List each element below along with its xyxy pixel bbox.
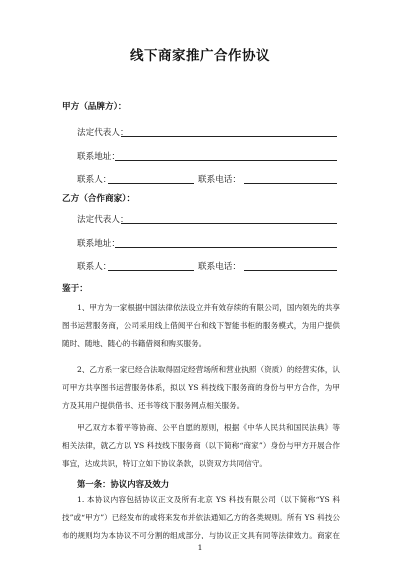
party-b-address-blank[interactable] bbox=[115, 237, 337, 248]
party-b-contact-label: 联系人： bbox=[77, 262, 112, 272]
party-a-phone-blank[interactable] bbox=[244, 173, 337, 184]
party-b-address-label: 联系地址： bbox=[77, 239, 120, 249]
party-a-label: 甲方（品牌方）： bbox=[62, 102, 127, 112]
document-title: 线下商家推广合作协议 bbox=[130, 48, 270, 64]
whereas-heading: 鉴于： bbox=[62, 284, 88, 294]
whereas-clause-1: 1、甲方为一家根据中国法律依法设立并有效存续的有限公司，国内领先的共享图书运营服务商，公司采用线上借阅平台和线下智能书柜的服务模式，为用户提供随时、随地、随心的书籍借阅和购买服务。 bbox=[62, 303, 341, 348]
party-a-contact-label: 联系人： bbox=[77, 175, 112, 185]
party-a-address-blank[interactable] bbox=[115, 150, 337, 161]
party-a-contact-blank[interactable] bbox=[108, 173, 194, 184]
party-b-phone-label: 联系电话： bbox=[198, 262, 241, 272]
page-number: 1 bbox=[197, 543, 203, 552]
party-a-address-label: 联系地址： bbox=[77, 152, 120, 162]
party-a-legal-rep-label: 法定代表人： bbox=[77, 128, 129, 138]
party-b-legal-rep-blank[interactable] bbox=[121, 213, 337, 224]
party-a-legal-rep-blank[interactable] bbox=[121, 126, 337, 137]
whereas-clause-2: 2、乙方系一家已经合法取得固定经营场所和营业执照（资质）的经营实体，认可甲方共享图书运营服务体系，拟以 YS 科技线下服务商的身份与甲方合作，为甲方及其用户提供借书、还书等线下服务网点相关服务。 bbox=[62, 365, 341, 410]
party-a-phone-label: 联系电话： bbox=[198, 175, 241, 185]
party-b-label: 乙方（合作商家）： bbox=[62, 194, 136, 204]
party-b-legal-rep-label: 法定代表人： bbox=[77, 215, 129, 225]
party-b-contact-blank[interactable] bbox=[108, 260, 194, 271]
section-1-paragraph-1: 1. 本协议内容包括协议正文及所有北京 YS 科技有限公司（以下简称“YS 科技”或“甲方”）已经发布的或将来发布并依法通知乙方的各类规则。所有 YS 科技公布的规则均为本协议不可分割的组成部分，与协议正文具有同等法律效力。商家在 bbox=[62, 495, 340, 539]
party-b-phone-blank[interactable] bbox=[244, 260, 337, 271]
section-1-heading: 第一条：协议内容及效力 bbox=[77, 479, 170, 489]
preamble-paragraph: 甲乙双方本着平等协商、公平自愿的原则，根据《中华人民共和国民法典》等相关法律，就乙方以 YS 科技线下服务商（以下简称“商家”）身份与甲方开展合作事宜，达成共识，特订立如下协议条款，以资双方共同信守。 bbox=[62, 423, 340, 468]
